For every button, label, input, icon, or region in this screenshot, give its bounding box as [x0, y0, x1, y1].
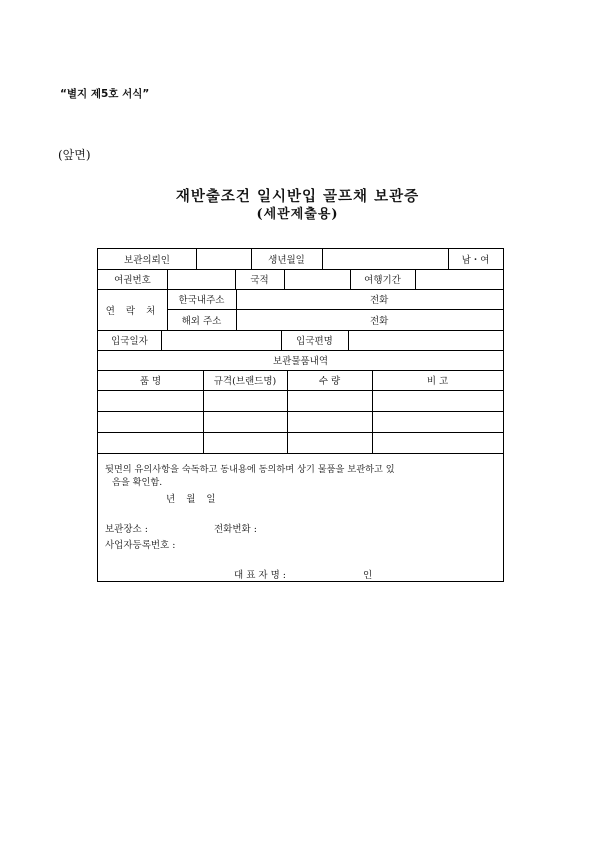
item-name-field[interactable]: [98, 432, 203, 453]
business-registration-label: 사업자등록번호 :: [105, 540, 176, 551]
agreement-text-line2: 음을 확인함.: [112, 477, 163, 488]
overseas-address-label: 해외 주소: [181, 315, 222, 327]
col-header-spec: 규격(브랜드명): [213, 376, 277, 387]
date-line[interactable]: 년 월 일: [166, 494, 220, 505]
birthdate-field[interactable]: [322, 249, 448, 269]
item-note-field[interactable]: [372, 390, 503, 411]
item-name-field[interactable]: [98, 411, 203, 432]
item-qty-field[interactable]: [287, 390, 372, 411]
agreement-text-line1: 뒷면의 유의사항을 숙독하고 동내용에 동의하며 상기 물품을 보관하고 있: [105, 464, 395, 475]
custody-form: [97, 248, 504, 582]
entry-flight-label: 입국편명: [296, 336, 333, 347]
storage-phone-label: 전화번화 :: [214, 524, 257, 535]
document-title: 재반출조건 일시반입 골프채 보관증: [175, 188, 420, 205]
form-reference: “별지 제5호 서식”: [60, 88, 150, 100]
item-spec-field[interactable]: [203, 411, 287, 432]
gender-label[interactable]: 남・여: [461, 255, 490, 266]
phone-label: 전화: [370, 295, 389, 306]
document-subtitle: (세관제출용): [256, 207, 339, 222]
item-qty-field[interactable]: [287, 411, 372, 432]
travel-period-label: 여행기간: [364, 275, 401, 286]
page-side-label: (앞면): [58, 148, 91, 162]
col-header-item: 품 명: [139, 376, 162, 387]
item-note-field[interactable]: [372, 432, 503, 453]
travel-period-field[interactable]: [415, 269, 503, 289]
entry-date-field[interactable]: [161, 330, 281, 350]
row-divider: [98, 453, 503, 454]
representative-label: 대 표 자 명 :: [234, 570, 286, 581]
items-section-header: 보관물품내역: [272, 356, 329, 367]
item-spec-field[interactable]: [203, 390, 287, 411]
item-name-field[interactable]: [98, 390, 203, 411]
item-qty-field[interactable]: [287, 432, 372, 453]
entry-flight-field[interactable]: [348, 330, 503, 350]
passport-label: 여권번호: [114, 275, 151, 286]
seal-label: 인: [363, 570, 373, 581]
contact-label: 연 락 처: [105, 305, 160, 317]
korea-address-field[interactable]: [236, 289, 503, 309]
entry-date-label: 입국일자: [111, 336, 148, 347]
item-spec-field[interactable]: [203, 432, 287, 453]
col-header-note: 비 고: [426, 376, 449, 387]
birthdate-label: 생년월일: [268, 255, 305, 266]
depositor-field[interactable]: [196, 249, 251, 269]
overseas-address-field[interactable]: [236, 309, 503, 330]
passport-field[interactable]: [167, 269, 235, 289]
item-note-field[interactable]: [372, 411, 503, 432]
storage-place-label: 보관장소 :: [105, 524, 148, 535]
phone-label: 전화: [370, 315, 389, 327]
nationality-label: 국적: [250, 275, 269, 286]
korea-address-label: 한국내주소: [178, 295, 225, 306]
nationality-field[interactable]: [284, 269, 350, 289]
depositor-label: 보관의뢰인: [124, 255, 170, 266]
col-header-qty: 수 량: [318, 376, 341, 387]
